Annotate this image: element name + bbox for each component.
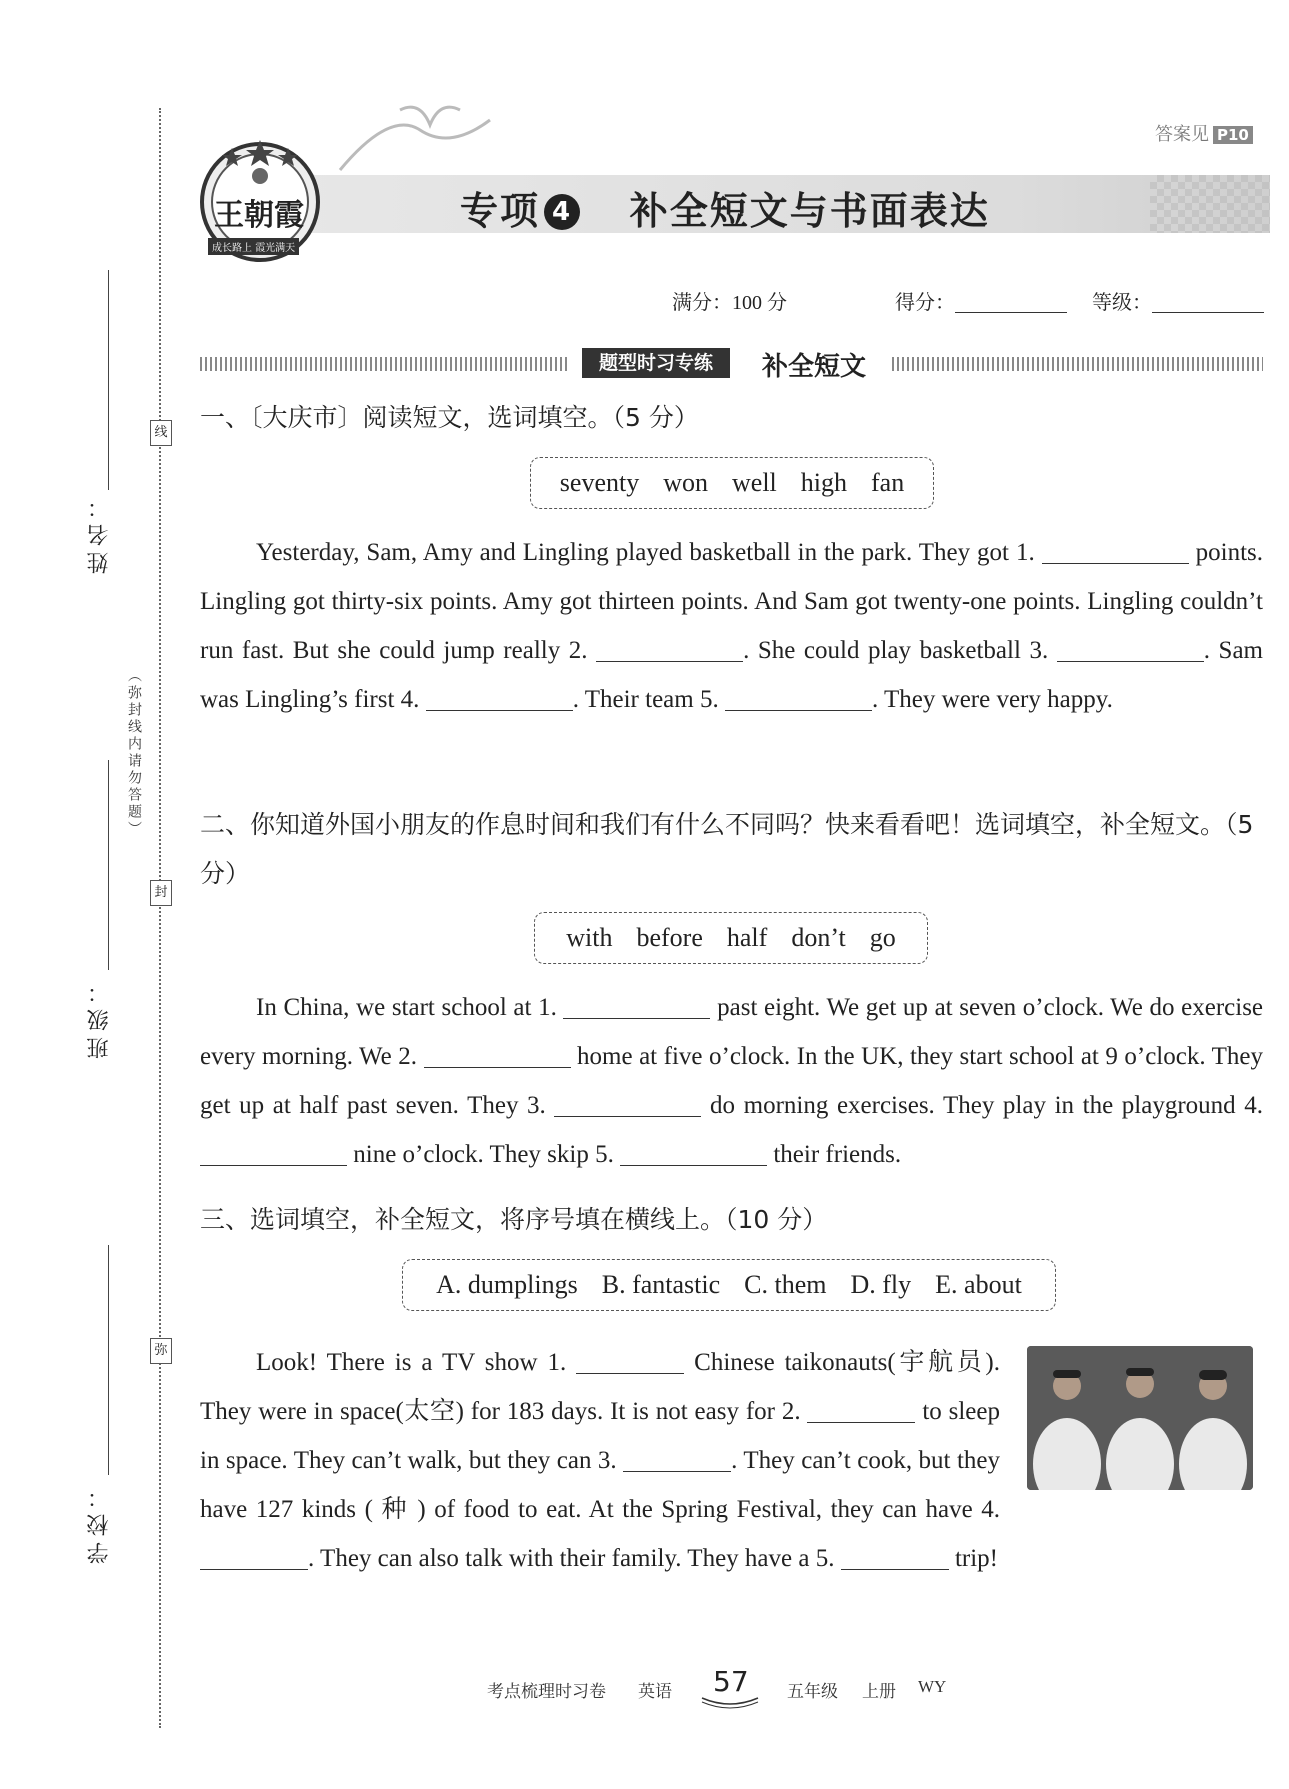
q2-text: home at five o’clock. In the UK, they start school at 9 o’clock. They get up at half past seven. They 3. [200, 1043, 1264, 1119]
q3-text: trip! [954, 1545, 999, 1572]
q2-word: before [636, 923, 703, 952]
section-title: 补全短文 [762, 352, 867, 382]
footer-volume: 上册 [862, 1682, 896, 1701]
answer-reference [1155, 120, 1253, 146]
section-stripe-left [200, 357, 568, 371]
seal-line-marker: 线 [150, 420, 172, 446]
banner-checker-pattern [1150, 175, 1270, 233]
q2-text: do morning exercises. They play in the playground 4. [710, 1092, 1263, 1119]
q2-passage [200, 983, 1263, 1179]
logo-slogan-right: 霞光满天 [255, 243, 296, 254]
q3-text: Look! There is a TV show 1. [256, 1349, 567, 1376]
footer-edition: WY [918, 1677, 947, 1696]
q3-title: 三、选词填空，补全短文，将序号填在横线上。（10 分） [200, 1205, 828, 1234]
q2-blank-2[interactable] [424, 1041, 571, 1068]
q2-word-box [534, 912, 928, 964]
q3-text: to sleep in space. They can’t walk, but they can 3. [200, 1398, 1000, 1474]
q1-blank-1[interactable] [1042, 537, 1189, 564]
got-score-blank[interactable] [955, 312, 1067, 313]
q1-blank-3[interactable] [1057, 635, 1204, 662]
q1-title: 一、〔大庆市〕阅读短文，选词填空。（5 分） [200, 403, 699, 432]
q1-word: high [800, 468, 847, 497]
page-number: 57 [713, 1665, 749, 1698]
q2-title: 二、你知道外国小朋友的作息时间和我们有什么不同吗？快来看看吧！选词填空，补全短文。（5 分） [200, 810, 1254, 888]
q1-word: well [732, 468, 777, 497]
q1-text: . They were very happy. [871, 686, 1113, 713]
q3-text: Chinese taikonauts(宇航员). They were in space(太空) for 183 days. It is not easy for 2. [200, 1349, 1001, 1425]
school-label: 学校： [87, 1480, 112, 1564]
binding-dotted-line [159, 108, 161, 1728]
class-answer-line [108, 760, 109, 970]
grade-blank[interactable] [1152, 312, 1264, 313]
q1-text: Yesterday, Sam, Amy and Lingling played basketball in the park. They got 1. [256, 539, 1035, 566]
q2-word: don’t [791, 923, 846, 952]
q3-word: B. fantastic [601, 1270, 721, 1299]
answer-ref-page: P10 [1213, 126, 1253, 144]
school-answer-line [108, 1245, 109, 1475]
q3-text: . They can also talk with their family. They have a 5. [308, 1545, 835, 1572]
q1-blank-4[interactable] [426, 684, 573, 711]
q3-text: . They can’t cook, but they have 127 kinds ( 种 ) of food to eat. At the Spring Festival, they can have 4. [200, 1447, 1000, 1523]
grade-score [1092, 286, 1264, 315]
q3-word: D. fly [850, 1270, 912, 1299]
seal-note: （弥封线内请勿答题） [126, 668, 142, 838]
q2-word: with [566, 923, 613, 952]
q2-word: half [726, 923, 768, 952]
logo-slogan [208, 238, 299, 255]
q2-text: nine o’clock. They skip 5. [353, 1141, 614, 1168]
title-prefix: 专项 [460, 189, 541, 233]
answer-ref-text: 答案见 [1155, 124, 1209, 145]
section-stripe-right [892, 357, 1263, 371]
q2-blank-1[interactable] [563, 992, 710, 1019]
section-badge: 题型时习专练 [582, 348, 730, 378]
page-title [460, 180, 990, 235]
q1-text: . She could play basketball 3. [743, 637, 1049, 664]
q1-text: . Their team 5. [572, 686, 719, 713]
q1-blank-2[interactable] [596, 635, 743, 662]
grade-label: 等级： [1092, 290, 1152, 314]
got-score-label: 得分： [895, 290, 955, 314]
q3-word-box [402, 1259, 1056, 1311]
q1-text: . Sam was Lingling’s first 4. [200, 637, 1264, 713]
q3-word: A. dumplings [436, 1270, 578, 1299]
ribbon-decoration [330, 100, 500, 180]
q3-passage [200, 1338, 1263, 1583]
q3-word: E. about [935, 1270, 1022, 1299]
title-main: 补全短文与书面表达 [629, 189, 990, 233]
q2-blank-3[interactable] [554, 1090, 701, 1117]
q1-word: fan [871, 468, 905, 497]
book-icon [700, 1696, 760, 1710]
logo-slogan-left: 成长路上 [212, 243, 252, 254]
logo-name: 王朝霞 [214, 198, 304, 233]
seal-mi-marker: 弥 [150, 1338, 172, 1364]
q2-text: In China, we start school at 1. [256, 994, 557, 1021]
name-answer-line [108, 270, 109, 490]
q2-blank-4[interactable] [200, 1139, 347, 1166]
q1-word: won [663, 468, 708, 497]
q3-blank-1[interactable] [576, 1347, 684, 1374]
seal-seal-marker: 封 [150, 880, 172, 906]
q2-text: past eight. We get up at seven o’clock. We do exercise every morning. We 2. [200, 994, 1264, 1070]
q3-blank-5[interactable] [841, 1543, 949, 1570]
q1-word-box [530, 457, 934, 509]
q3-word: C. them [744, 1270, 827, 1299]
q3-blank-2[interactable] [807, 1396, 915, 1423]
q3-blank-3[interactable] [623, 1445, 731, 1472]
publisher-logo [196, 138, 324, 266]
name-label: 姓名： [87, 490, 112, 574]
q1-word: seventy [559, 468, 640, 497]
footer-series: 考点梳理时习卷 [487, 1682, 606, 1701]
q1-text: points. Lingling got thirty-six points. Amy got thirteen points. And Sam got twenty-one points. Lingling couldn’t run fast. But she could jump really 2. [200, 539, 1264, 664]
q1-passage [200, 528, 1263, 724]
q3-blank-4[interactable] [200, 1543, 308, 1570]
class-label: 班级： [87, 975, 112, 1059]
q1-blank-5[interactable] [725, 684, 872, 711]
footer-subject: 英语 [638, 1682, 672, 1701]
q2-word: go [869, 923, 896, 952]
got-score [895, 286, 1067, 315]
q2-text: their friends. [773, 1141, 902, 1168]
q2-blank-5[interactable] [620, 1139, 767, 1166]
full-score: 满分：100 分 [672, 292, 787, 314]
footer-grade: 五年级 [787, 1682, 838, 1701]
title-number: 4 [544, 194, 580, 230]
